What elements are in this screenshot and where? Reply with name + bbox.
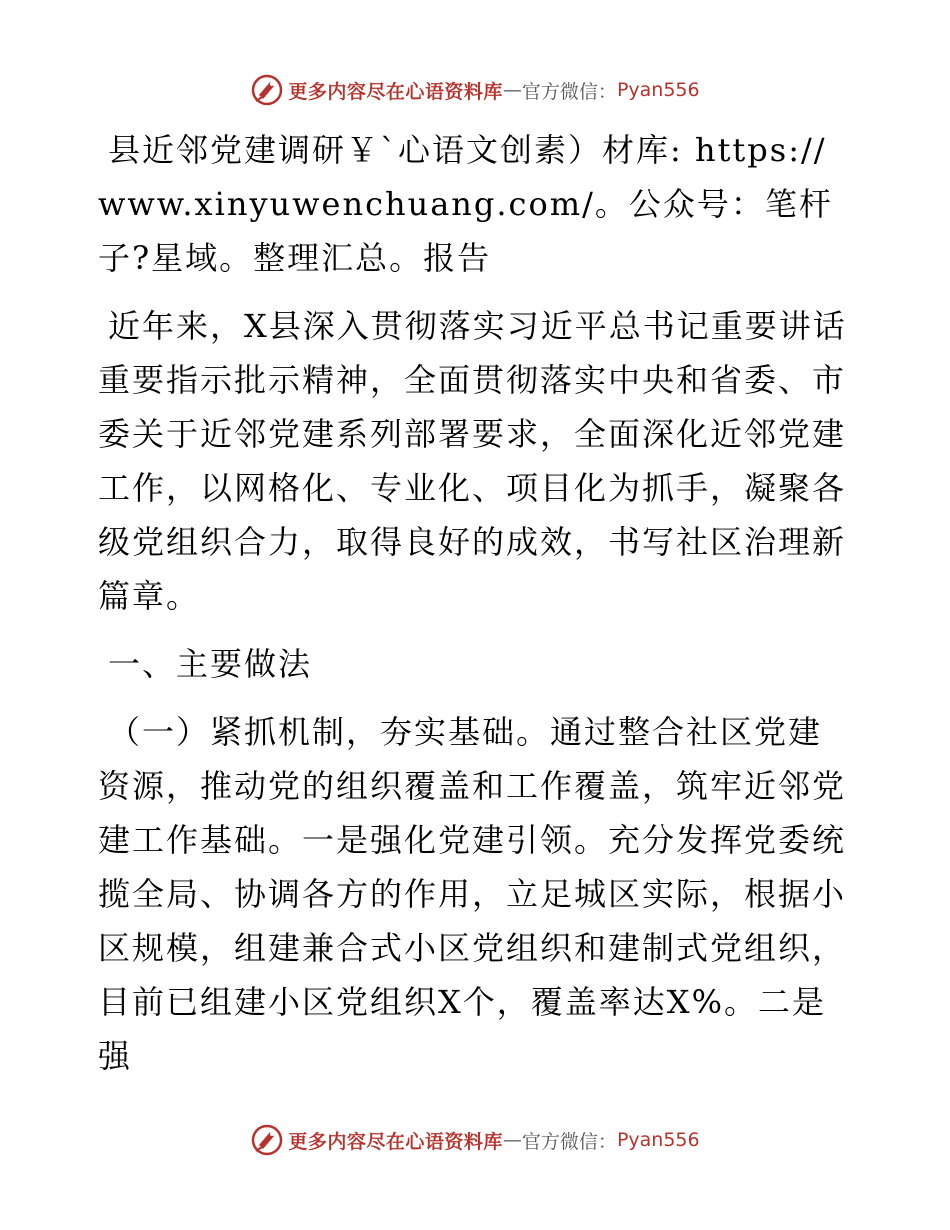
- section-heading: 一、主要做法: [108, 645, 313, 683]
- banner-main-text: 更多内容尽在心语资料库: [288, 80, 503, 103]
- banner-sub-text: 官方微信：: [521, 80, 617, 103]
- document-body: [98, 123, 850, 1097]
- body-paragraph: （一）紧抓机制，夯实基础。通过整合社区党建资源，推动党的组织覆盖和工作覆盖，筑牢近邻党建工作基础。一是强化党建引领。充分发挥党委统揽全局、协调各方的作用，立足城区实际，根据小区规模，组建兼合式小区党组织和建制式党组织，目前已组建小区党组织X个，覆盖率达X%。二是强: [98, 713, 847, 1075]
- header-watermark-banner: [0, 70, 950, 110]
- banner-wechat-id: Pyan556: [616, 1129, 700, 1151]
- banner-sub-text: 官方微信：: [521, 1130, 617, 1153]
- banner-dash: —: [502, 1129, 522, 1151]
- banner-dash: —: [502, 79, 522, 101]
- title-paragraph: 县近邻党建调研￥`心语文创素）材库: https://www.xinyuwenchuang.com/。公众号：笔杆子?星域。整理汇总。报告: [98, 131, 833, 277]
- intro-paragraph: 近年来，X县深入贯彻落实习近平总书记重要讲话重要指示批示精神，全面贯彻落实中央和省委、市委关于近邻党建系列部署要求，全面深化近邻党建工作，以网格化、专业化、项目化为抓手，凝聚各级党组织合力，取得良好的成效，书写社区治理新篇章。: [98, 307, 847, 615]
- xinyu-logo-icon: [250, 1123, 284, 1157]
- xinyu-logo-icon: [250, 73, 284, 107]
- footer-watermark-banner: [0, 1120, 950, 1160]
- banner-main-text: 更多内容尽在心语资料库: [288, 1130, 503, 1153]
- banner-wechat-id: Pyan556: [616, 79, 700, 101]
